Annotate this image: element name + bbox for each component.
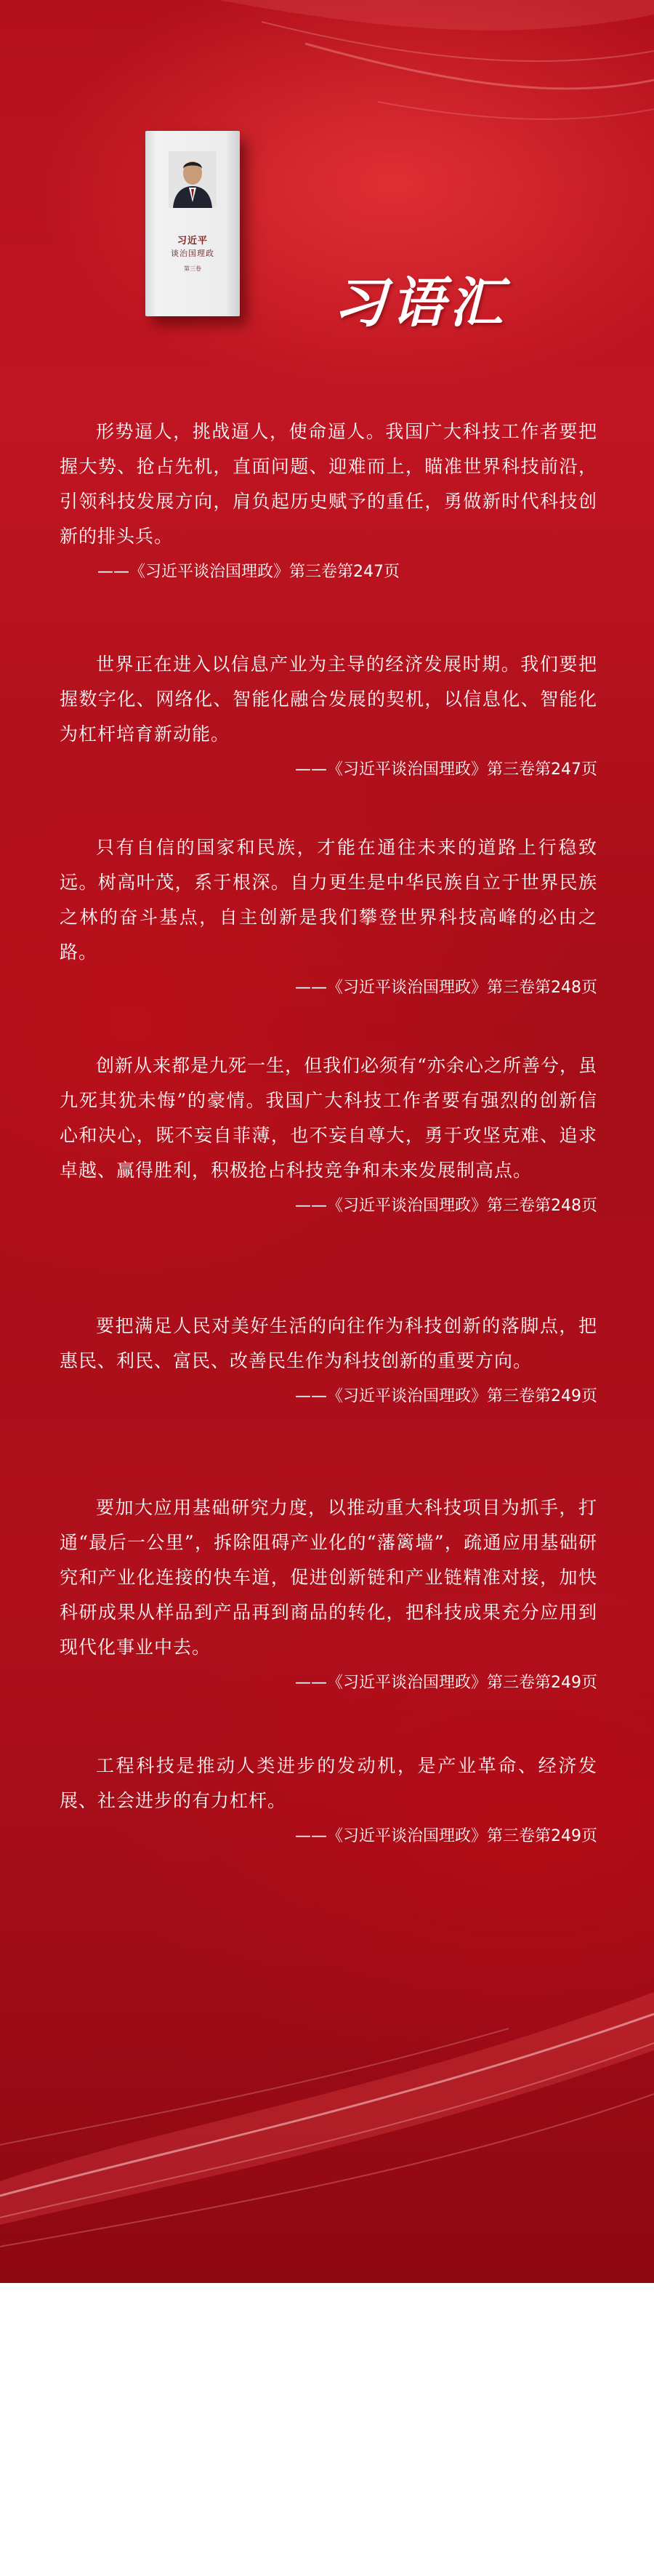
quote-block	[60, 647, 597, 781]
quote-text: 只有自信的国家和民族，才能在通往未来的道路上行稳致远。树高叶茂，系于根深。自力更生是中华民族自立于世界民族之林的奋斗基点，自主创新是我们攀登世界科技高峰的必由之路。	[60, 837, 597, 963]
book-volume: 第三卷	[184, 265, 201, 272]
quote-text: 工程科技是推动人类进步的发动机，是产业革命、经济发展、社会进步的有力杠杆。	[60, 1755, 597, 1811]
quote-source: ——《习近平谈治国理政》第三卷第249页	[295, 1827, 597, 1845]
quote-text: 要加大应用基础研究力度，以推动重大科技项目为抓手，打通“最后一公里”，拆除阻碍产业化的“藩篱墙”，疏通应用基础研究和产业化连接的快车道，促进创新链和产业链精准对接，加快科研成果从样品到产品再到商品的转化，把科技成果充分应用到现代化事业中去。	[60, 1497, 597, 1658]
quote-block	[60, 1490, 597, 1694]
quote-text: 形势逼人，挑战逼人，使命逼人。我国广大科技工作者要把握大势、抢占先机，直面问题、迎难而上，瞄准世界科技前沿，引领科技发展方向，肩负起历史赋予的重任，勇做新时代科技创新的排头兵。	[60, 421, 597, 547]
quote-block	[60, 1749, 597, 1847]
top-swoosh-decoration	[0, 0, 654, 305]
blank-footer	[0, 2283, 654, 2576]
book-title: 谈治国理政	[171, 249, 214, 258]
brand-title: 习语汇	[333, 272, 507, 334]
quote-block	[60, 1309, 597, 1408]
book-author: 习近平	[177, 236, 208, 246]
quote-source: ——《习近平谈治国理政》第三卷第247页	[97, 563, 400, 581]
book-cover	[145, 131, 240, 316]
quote-block	[60, 414, 597, 583]
quote-source: ——《习近平谈治国理政》第三卷第247页	[295, 761, 597, 779]
quote-source: ——《习近平谈治国理政》第三卷第249页	[295, 1387, 597, 1405]
portrait-photo	[169, 151, 217, 208]
quote-text: 世界正在进入以信息产业为主导的经济发展时期。我们要把握数字化、网络化、智能化融合发展的契机，以信息化、智能化为杠杆培育新动能。	[60, 654, 597, 745]
bottom-swoosh-decoration	[0, 1905, 654, 2283]
quote-block	[60, 1048, 597, 1217]
quote-source: ——《习近平谈治国理政》第三卷第248页	[295, 979, 597, 997]
quote-source: ——《习近平谈治国理政》第三卷第248页	[295, 1197, 597, 1215]
quote-text: 创新从来都是九死一生，但我们必须有“亦余心之所善兮，虽九死其犹未悔”的豪情。我国广大科技工作者要有强烈的创新信心和决心，既不妄自菲薄，也不妄自尊大，勇于攻坚克难、追求卓越、赢得胜利，积极抢占科技竞争和未来发展制高点。	[60, 1055, 597, 1181]
portrait-icon	[169, 151, 217, 208]
quote-source: ——《习近平谈治国理政》第三卷第249页	[295, 1674, 597, 1692]
quote-text: 要把满足人民对美好生活的向往作为科技创新的落脚点，把惠民、利民、富民、改善民生作为科技创新的重要方向。	[60, 1315, 597, 1371]
quote-block	[60, 830, 597, 999]
